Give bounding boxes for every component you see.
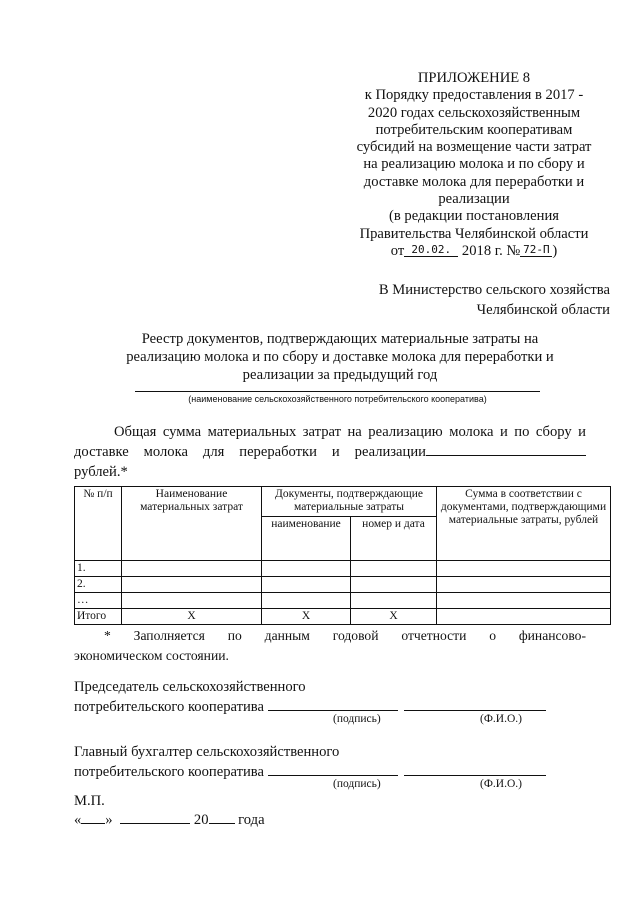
col-docs-header: Документы, подтверждающие материальные затраты	[262, 487, 437, 517]
addressee	[330, 280, 610, 320]
appendix-line: на реализацию молока и по сбору и	[363, 156, 585, 173]
name-label: (Ф.И.О.)	[480, 778, 522, 790]
signature-line	[268, 709, 398, 711]
appendix-line: 2020 годах сельскохозяйственным	[367, 104, 581, 121]
total-mark: Х	[351, 609, 437, 625]
name-line	[404, 709, 546, 711]
coop-name-line	[135, 391, 540, 392]
appendix-line: доставке молока для переработки и	[363, 173, 585, 190]
col-docs-numdate-header: номер и дата	[351, 517, 437, 561]
appendix-header	[340, 70, 608, 260]
total-label: Итого	[75, 609, 122, 625]
document-title: Реестр документов, подтверждающих материальные затраты на реализацию молока и по сбору и доставке молока для переработки и реализации за предыдущий год	[126, 331, 554, 383]
table-row: 1.	[75, 561, 611, 577]
year-blank	[209, 822, 235, 824]
total-sum-paragraph: Общая сумма материальных затрат на реализацию молока и по сбору и доставке молока для переработки и реализации рублей.*	[74, 424, 586, 480]
handwritten-number: 72-П	[520, 244, 552, 257]
registry-table	[74, 486, 611, 625]
col-docs-name-header: наименование	[262, 517, 351, 561]
date-line: « » 20 года	[74, 812, 265, 828]
accountant-signature-block: Главный бухгалтер сельскохозяйственного потребительского кооператива	[74, 742, 546, 782]
total-mark: Х	[122, 609, 262, 625]
appendix-title: ПРИЛОЖЕНИЕ 8	[417, 70, 531, 86]
month-blank	[120, 822, 190, 824]
appendix-line: (в редакции постановления	[389, 208, 559, 225]
appendix-line: Правительства Челябинской области	[359, 225, 589, 242]
addressee-line1: В Министерство сельского хозяйства	[378, 282, 610, 298]
decree-date-line: от 20.02. 2018 г. № 72-П )	[390, 242, 558, 259]
stamp-label: М.П.	[74, 793, 105, 809]
appendix-line: реализации	[438, 191, 510, 208]
signature-line	[268, 774, 398, 776]
signature-label: (подпись)	[333, 713, 381, 725]
total-mark: Х	[262, 609, 351, 625]
footnote: * Заполняется по данным годовой отчетности о финансово- экономическом состоянии.	[74, 628, 586, 663]
name-label: (Ф.И.О.)	[480, 713, 522, 725]
handwritten-date: 20.02.	[404, 244, 458, 257]
appendix-line: к Порядку предоставления в 2017 -	[364, 87, 584, 104]
table-row: 2.	[75, 577, 611, 593]
col-num-header: № п/п	[75, 487, 122, 561]
table-row: …	[75, 593, 611, 609]
chairman-signature-block: Председатель сельскохозяйственного потребительского кооператива	[74, 677, 546, 717]
total-row	[75, 609, 611, 625]
addressee-line2: Челябинской области	[476, 302, 610, 318]
col-name-header: Наименование материальных затрат	[122, 487, 262, 561]
sum-blank	[426, 454, 586, 456]
appendix-line: потребительским кооперативам	[375, 121, 573, 138]
col-sum-header: Сумма в соответствии с документами, подтверждающими материальные затраты, рублей	[437, 487, 611, 561]
coop-name-label: (наименование сельскохозяйственного потребительского кооператива)	[188, 394, 487, 404]
name-line	[404, 774, 546, 776]
signature-label: (подпись)	[333, 778, 381, 790]
appendix-line: субсидий на возмещение части затрат	[356, 139, 592, 156]
